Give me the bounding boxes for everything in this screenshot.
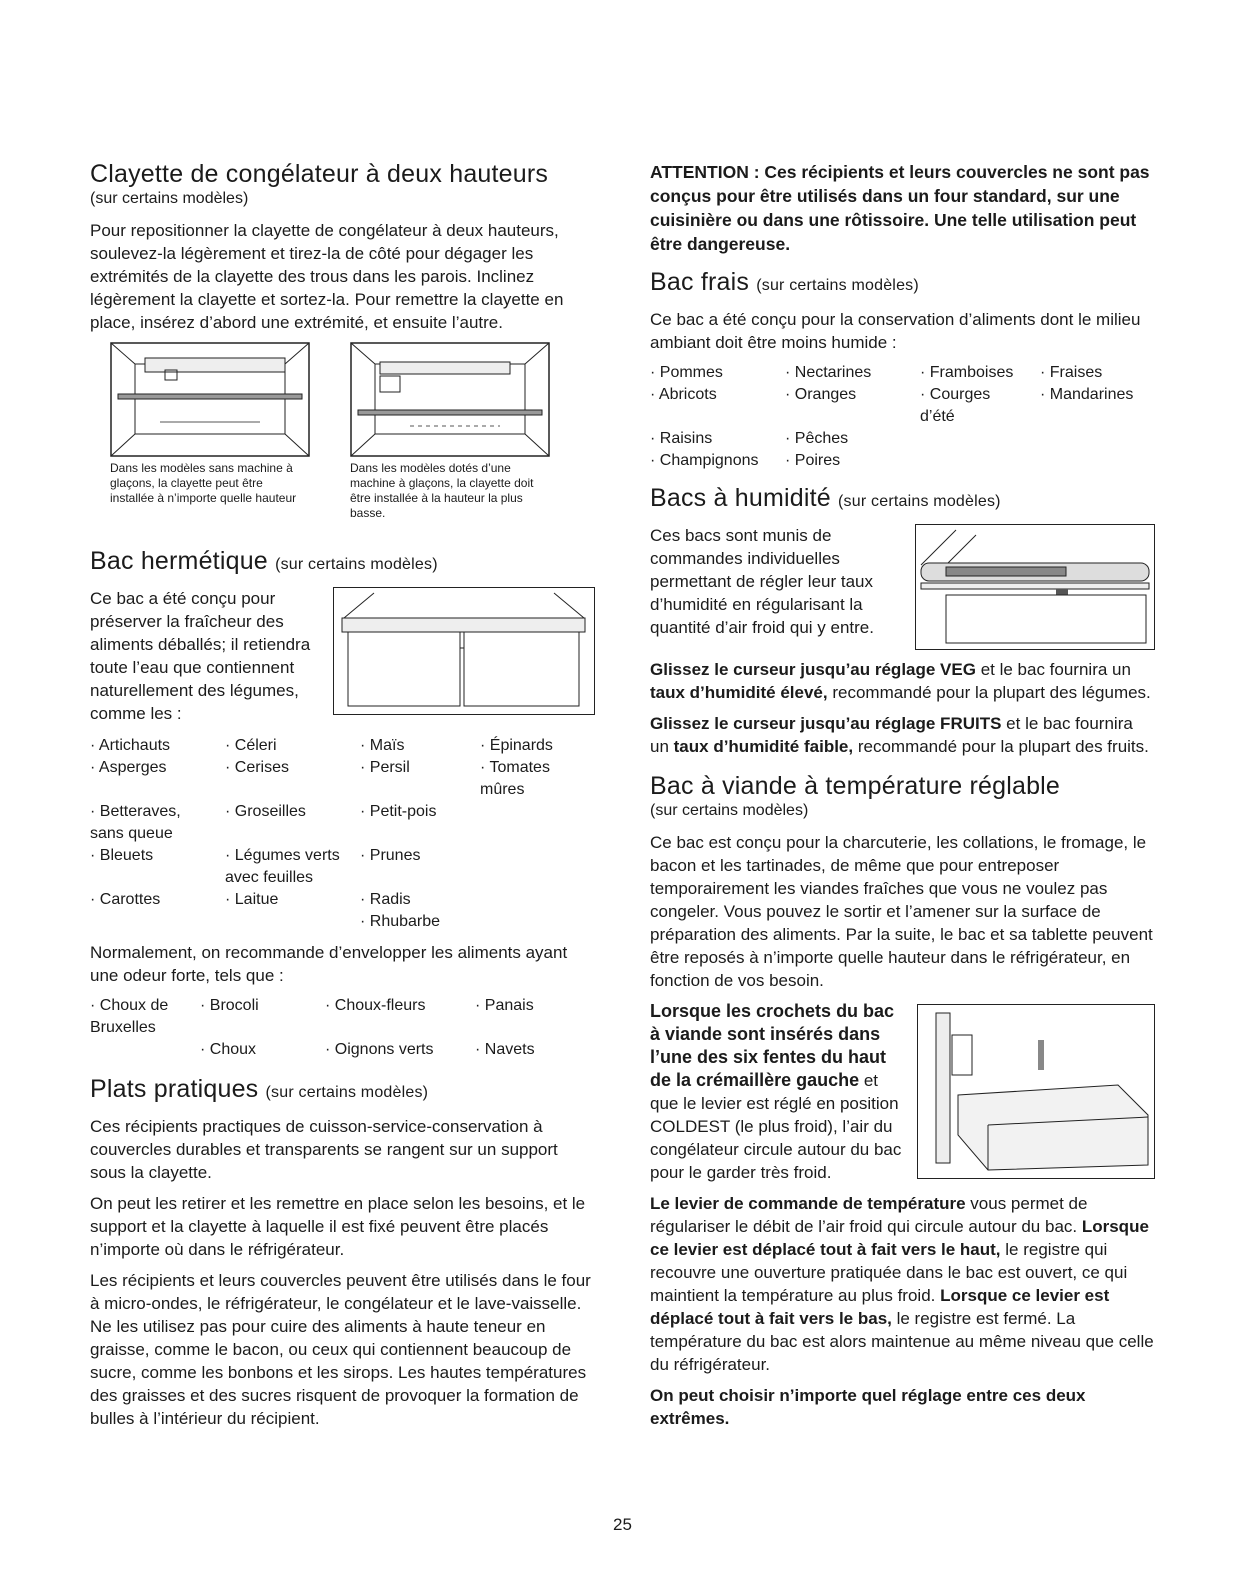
sealed-bin-body: Ce bac a été conçu pour préserver la fraîcheur des aliments déballés; il retiendra toute l’eau que contiennent naturellement des légumes, comme les : bbox=[90, 589, 311, 723]
strong-odor-item: · Brocoli bbox=[200, 997, 259, 1014]
fruit-item bbox=[1040, 428, 1155, 450]
freezer-shelf-title: Clayette de congélateur à deux hauteurs bbox=[90, 160, 549, 188]
right-column bbox=[650, 160, 1155, 1438]
fruit-item bbox=[920, 428, 1040, 450]
meat-bin-figure bbox=[917, 1004, 1155, 1179]
freezer-shelf-body: Pour repositionner la clayette de congélateur à deux hauteurs, soulevez-la légèrement et tirez-la de côté pour dégager les extrémités de la clayette des trous dans les parois. Inclinez légèrement la clayette et sortez-la. Pour remettre la clayette en place, insérez d’abord une extrémité, et ensuite l’autre. bbox=[90, 221, 564, 332]
fruit-setting-bold: Glissez le curseur jusqu’au réglage FRUITS bbox=[650, 714, 1002, 733]
handy-dishes-p2: On peut les retirer et les remettre en place selon les besoins, et le support et la clayette à laquelle il est fixé peuvent être placés n’importe où dans le réfrigérateur. bbox=[90, 1194, 586, 1259]
meat-bin-illustration bbox=[918, 1005, 1153, 1177]
humidity-fruit-text bbox=[650, 712, 1155, 758]
humidity-veg-text bbox=[650, 658, 1155, 704]
fruit-item: · Courges d’été bbox=[920, 386, 991, 425]
vegetable-item: · Cerises bbox=[225, 759, 290, 776]
vegetable-item: · Maïs bbox=[360, 737, 405, 754]
strong-odor-item: · Panais bbox=[475, 997, 534, 1014]
vegetable-item: · Épinards bbox=[480, 737, 553, 754]
humidity-title bbox=[650, 484, 1155, 516]
freezer-shelf-illustration bbox=[110, 342, 310, 457]
vegetable-item bbox=[90, 911, 225, 933]
fruit-item: · Pommes bbox=[650, 364, 723, 381]
crisper-title-note: (sur certains modèles) bbox=[756, 277, 919, 294]
vegetable-item: · Bleuets bbox=[90, 847, 154, 864]
fruit-item: · Nectarines bbox=[785, 364, 872, 381]
figure-no-icemaker bbox=[110, 342, 310, 521]
page-number: 25 bbox=[613, 1515, 632, 1534]
fruit-item: · Poires bbox=[785, 452, 841, 469]
vegetable-item bbox=[225, 911, 360, 933]
meat-bin-title: Bac à viande à température réglable bbox=[650, 772, 1061, 800]
veg-setting-bold: Glissez le curseur jusqu’au réglage VEG bbox=[650, 660, 976, 679]
strong-odor-item: · Choux-fleurs bbox=[325, 997, 426, 1014]
fruit-item: · Mandarines bbox=[1040, 386, 1134, 403]
vegetable-item: · Légumes verts avec feuilles bbox=[225, 847, 340, 886]
crisper-body: Ce bac a été conçu pour la conservation d’aliments dont le milieu ambiant doit être moins humide : bbox=[650, 310, 1141, 352]
sealed-bin-title bbox=[90, 547, 595, 579]
handy-dishes-title bbox=[90, 1075, 595, 1107]
sealed-bin-section bbox=[90, 587, 595, 733]
handy-dishes-title-text: Plats pratiques bbox=[90, 1075, 259, 1103]
vegetable-item: · Prunes bbox=[360, 847, 421, 864]
humidity-title-text: Bacs à humidité bbox=[650, 484, 831, 512]
handy-dishes-title-note: (sur certains modèles) bbox=[265, 1084, 429, 1101]
vegetable-item: · Betteraves, sans queue bbox=[90, 803, 181, 842]
vegetable-item: · Groseilles bbox=[225, 803, 306, 820]
veg-setting-text: et le bac fournira un bbox=[975, 660, 1131, 679]
humidity-bin-illustration bbox=[916, 525, 1153, 648]
fruit-item: · Framboises bbox=[920, 364, 1014, 381]
strong-odor-text: Normalement, on recommande d’envelopper les aliments ayant une odeur forte, tels que : bbox=[90, 943, 568, 985]
fruit-item: · Raisins bbox=[650, 430, 713, 447]
crisper-title bbox=[650, 268, 1155, 300]
vegetable-item bbox=[480, 889, 595, 911]
vegetable-item: · Asperges bbox=[90, 759, 167, 776]
fruit-list bbox=[650, 362, 1155, 472]
fruit-item: · Fraises bbox=[1040, 364, 1103, 381]
final-bold: On peut choisir n’importe quel réglage entre ces deux extrêmes. bbox=[650, 1386, 1086, 1428]
strong-odor-item: · Choux bbox=[200, 1041, 257, 1058]
low-humidity-bold: taux d’humidité faible, bbox=[673, 737, 854, 756]
fruit-item: · Champignons bbox=[650, 452, 759, 469]
sealed-bin-title-text: Bac hermétique bbox=[90, 547, 268, 575]
strong-odor-item: · Choux de Bruxelles bbox=[90, 997, 169, 1036]
fruit-item: · Oranges bbox=[785, 386, 857, 403]
humidity-section bbox=[650, 524, 1155, 658]
lever-text-1: vous permet de régulariser le débit de l’air froid qui circule autour du bac. bbox=[650, 1194, 1088, 1236]
vegetable-item: · Rhubarbe bbox=[360, 913, 441, 930]
sealed-bin-title-note: (sur certains modèles) bbox=[275, 556, 438, 573]
fruit-item: · Pêches bbox=[785, 430, 849, 447]
attention-warning: ATTENTION : Ces récipients et leurs couvercles ne sont pas conçus pour être utilisés dans un four standard, sur une cuisinière ou dans une rôtissoire. Une telle utilisation peut être dangereuse. bbox=[650, 162, 1150, 254]
strong-odor-list bbox=[90, 995, 595, 1061]
freezer-shelf-icemaker-illustration bbox=[350, 342, 550, 457]
handy-dishes-p3: Les récipients et leurs couvercles peuvent être utilisés dans le four à micro-ondes, le réfrigérateur, le congélateur et le lave-vaisselle. Ne les utilisez pas pour cuire des aliments à haute teneur en graisse, comme le bacon, ou ceux qui contiennent beaucoup de sucre, comme les bonbons et les sirops. Les hautes températures des graisses et des sucres risquent de provoquer la formation de bulles à l’intérieur du récipient. bbox=[90, 1271, 591, 1428]
freezer-shelf-subtitle: (sur certains modèles) bbox=[90, 190, 249, 207]
meat-bin-section bbox=[650, 1000, 1155, 1192]
humidity-figure bbox=[915, 524, 1155, 650]
meat-bin-final bbox=[650, 1384, 1155, 1430]
freezer-shelf-figures bbox=[110, 342, 595, 521]
fruit-item bbox=[1040, 450, 1155, 472]
vegetable-item: · Laitue bbox=[225, 891, 279, 908]
vegetable-item: · Artichauts bbox=[90, 737, 171, 754]
humidity-title-note: (sur certains modèles) bbox=[838, 493, 1001, 510]
meat-bin-body: Ce bac est conçu pour la charcuterie, les collations, le fromage, le bacon et les tartinades, de même que pour entreposer temporairement les viandes fraîches que vous ne voulez pas congeler. Vous pouvez le sortir et l’amener sur la surface de préparation des aliments. Par la suite, le bac et sa tablette peuvent être reposés à n’importe quelle hauteur dans le réfrigérateur, en fonction de vos besoin. bbox=[650, 833, 1153, 990]
fruit-recommendation-text: recommandé pour la plupart des fruits. bbox=[853, 737, 1149, 756]
vegetable-item bbox=[480, 801, 595, 845]
hooks-text: et que le levier est réglé en position COLDEST (le plus froid), l’air du congélateur circule autour du bac pour le garder très froid. bbox=[650, 1071, 902, 1182]
strong-odor-item: · Oignons verts bbox=[325, 1041, 434, 1058]
sealed-bin-illustration bbox=[334, 588, 593, 713]
hooks-bold: Lorsque les crochets du bac à viande sont insérés dans l’une des six fentes du haut de la crémaillère gauche bbox=[650, 1001, 895, 1090]
vegetable-list bbox=[90, 735, 595, 933]
vegetable-item: · Petit-pois bbox=[360, 803, 437, 820]
left-column bbox=[90, 160, 595, 1438]
meat-bin-lever-text bbox=[650, 1192, 1155, 1376]
crisper-title-text: Bac frais bbox=[650, 268, 750, 296]
strong-odor-item: · Navets bbox=[475, 1041, 535, 1058]
figure-with-icemaker bbox=[350, 342, 550, 521]
lever-bold-1: Le levier de commande de température bbox=[650, 1194, 966, 1213]
lever-bold-2: Lorsque ce levier est déplacé tout à fait vers le haut, bbox=[650, 1217, 1149, 1259]
caption-no-icemaker: Dans les modèles sans machine à glaçons, la clayette peut être installée à n’importe quelle hauteur bbox=[110, 461, 297, 505]
strong-odor-item bbox=[90, 1039, 200, 1061]
sealed-bin-figure bbox=[333, 587, 595, 715]
fruit-setting-text: et le bac fournira un bbox=[650, 714, 1133, 756]
vegetable-item: · Persil bbox=[360, 759, 410, 776]
fruit-item: · Abricots bbox=[650, 386, 717, 403]
vegetable-item: · Céleri bbox=[225, 737, 277, 754]
lever-text-3: le registre est fermé. La température du bac est alors maintenue au même niveau que celle du réfrigérateur. bbox=[650, 1309, 1154, 1374]
veg-recommendation-text: recommandé pour la plupart des légumes. bbox=[827, 683, 1151, 702]
vegetable-item bbox=[480, 845, 595, 889]
vegetable-item: · Carottes bbox=[90, 891, 161, 908]
meat-bin-subtitle: (sur certains modèles) bbox=[650, 802, 809, 819]
high-humidity-bold: taux d’humidité élevé, bbox=[650, 683, 828, 702]
vegetable-item: · Radis bbox=[360, 891, 411, 908]
lever-bold-3: Lorsque ce levier est déplacé tout à fait vers le bas, bbox=[650, 1286, 1110, 1328]
handy-dishes-p1: Ces récipients practiques de cuisson-service-conservation à couvercles durables et transparents se rangent sur un support sous la clayette. bbox=[90, 1117, 558, 1182]
lever-text-2: le registre qui recouvre une ouverture pratiquée dans le bac est ouvert, ce qui maintient la température au plus froid. bbox=[650, 1240, 1128, 1305]
caption-with-icemaker: Dans les modèles dotés d’une machine à glaçons, la clayette doit être installée à la hauteur la plus basse. bbox=[350, 461, 534, 520]
vegetable-item bbox=[480, 911, 595, 933]
humidity-body: Ces bacs sont munis de commandes individuelles permettant de régler leur taux d’humidité en régularisant la quantité d’air froid qui y entre. bbox=[650, 526, 874, 637]
fruit-item bbox=[920, 450, 1040, 472]
vegetable-item: · Tomates mûres bbox=[480, 759, 550, 798]
